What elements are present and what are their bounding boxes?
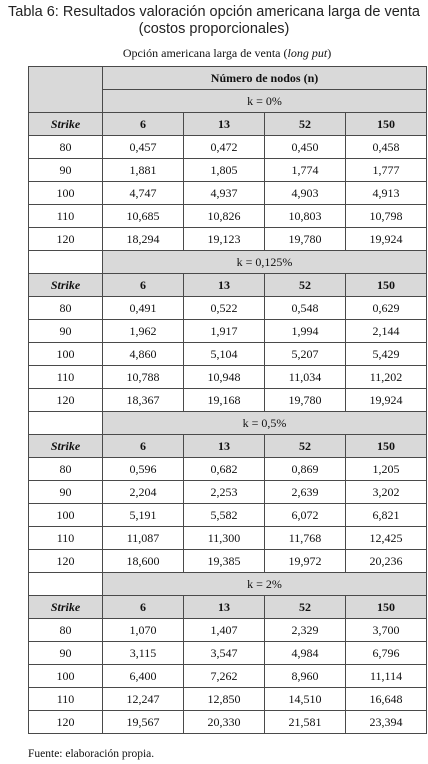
- strike-cell: 90: [29, 159, 103, 182]
- strike-cell: 120: [29, 711, 103, 734]
- value-cell: 0,682: [184, 458, 265, 481]
- subtitle-italic: long put: [287, 46, 328, 60]
- subtitle-close: ): [327, 46, 332, 60]
- value-cell: 10,788: [103, 366, 184, 389]
- strike-cell: 110: [29, 205, 103, 228]
- nodes-column-header: 6: [103, 435, 184, 458]
- value-cell: 3,115: [103, 642, 184, 665]
- value-cell: 11,114: [346, 665, 427, 688]
- value-cell: 1,205: [346, 458, 427, 481]
- strike-cell: 110: [29, 366, 103, 389]
- table-row: [29, 366, 427, 389]
- k-label: k = 0,125%: [103, 251, 427, 274]
- k-row-empty-cell: [29, 573, 103, 596]
- subtitle-text: Opción americana larga de venta (: [122, 46, 288, 60]
- strike-header-row: [29, 435, 427, 458]
- table-row: [29, 159, 427, 182]
- k-row-empty-cell: [29, 251, 103, 274]
- nodes-column-header: 150: [346, 274, 427, 297]
- value-cell: 6,821: [346, 504, 427, 527]
- k-label: k = 0%: [103, 90, 427, 113]
- strike-cell: 120: [29, 228, 103, 251]
- table-row: [29, 320, 427, 343]
- nodes-column-header: 52: [265, 596, 346, 619]
- nodes-column-header: 6: [103, 596, 184, 619]
- value-cell: 6,400: [103, 665, 184, 688]
- strike-cell: 80: [29, 458, 103, 481]
- value-cell: 19,924: [346, 389, 427, 412]
- value-cell: 5,429: [346, 343, 427, 366]
- value-cell: 10,826: [184, 205, 265, 228]
- value-cell: 5,582: [184, 504, 265, 527]
- value-cell: 0,522: [184, 297, 265, 320]
- results-table-body: [29, 67, 427, 734]
- table-row: [29, 527, 427, 550]
- value-cell: 19,780: [265, 389, 346, 412]
- value-cell: 20,330: [184, 711, 265, 734]
- value-cell: 2,329: [265, 619, 346, 642]
- value-cell: 1,994: [265, 320, 346, 343]
- value-cell: 0,491: [103, 297, 184, 320]
- value-cell: 0,450: [265, 136, 346, 159]
- value-cell: 19,924: [346, 228, 427, 251]
- table-caption: [0, 4, 428, 38]
- value-cell: 11,300: [184, 527, 265, 550]
- value-cell: 0,472: [184, 136, 265, 159]
- table-row: [29, 642, 427, 665]
- value-cell: 6,072: [265, 504, 346, 527]
- value-cell: 1,777: [346, 159, 427, 182]
- value-cell: 0,869: [265, 458, 346, 481]
- table-row: [29, 665, 427, 688]
- value-cell: 11,034: [265, 366, 346, 389]
- value-cell: 20,236: [346, 550, 427, 573]
- nodes-column-header: 150: [346, 113, 427, 136]
- table-row: [29, 550, 427, 573]
- value-cell: 18,367: [103, 389, 184, 412]
- value-cell: 1,407: [184, 619, 265, 642]
- value-cell: 21,581: [265, 711, 346, 734]
- strike-header-row: [29, 113, 427, 136]
- value-cell: 5,104: [184, 343, 265, 366]
- table-row: [29, 136, 427, 159]
- table-row: [29, 205, 427, 228]
- table-row: [29, 343, 427, 366]
- strike-header: Strike: [29, 435, 103, 458]
- table-row: [29, 182, 427, 205]
- strike-cell: 100: [29, 182, 103, 205]
- value-cell: 0,596: [103, 458, 184, 481]
- nodes-header: Número de nodos (n): [103, 67, 427, 90]
- value-cell: 23,394: [346, 711, 427, 734]
- value-cell: 14,510: [265, 688, 346, 711]
- value-cell: 19,385: [184, 550, 265, 573]
- strike-cell: 100: [29, 665, 103, 688]
- value-cell: 2,639: [265, 481, 346, 504]
- value-cell: 12,850: [184, 688, 265, 711]
- value-cell: 1,881: [103, 159, 184, 182]
- value-cell: 4,913: [346, 182, 427, 205]
- value-cell: 1,774: [265, 159, 346, 182]
- k-label-row: [29, 573, 427, 596]
- value-cell: 0,548: [265, 297, 346, 320]
- strike-cell: 90: [29, 481, 103, 504]
- table-row: [29, 458, 427, 481]
- table-row: [29, 228, 427, 251]
- table-row: [29, 688, 427, 711]
- value-cell: 7,262: [184, 665, 265, 688]
- strike-cell: 120: [29, 389, 103, 412]
- value-cell: 1,805: [184, 159, 265, 182]
- table-row: [29, 619, 427, 642]
- strike-header: Strike: [29, 274, 103, 297]
- table-row: [29, 297, 427, 320]
- strike-header: Strike: [29, 596, 103, 619]
- nodes-column-header: 150: [346, 435, 427, 458]
- value-cell: 18,600: [103, 550, 184, 573]
- strike-header-row: [29, 596, 427, 619]
- value-cell: 11,087: [103, 527, 184, 550]
- value-cell: 1,917: [184, 320, 265, 343]
- value-cell: 19,780: [265, 228, 346, 251]
- value-cell: 5,191: [103, 504, 184, 527]
- nodes-column-header: 52: [265, 435, 346, 458]
- corner-cell: [29, 67, 103, 113]
- value-cell: 11,202: [346, 366, 427, 389]
- strike-header: Strike: [29, 113, 103, 136]
- results-table: [28, 66, 427, 734]
- value-cell: 6,796: [346, 642, 427, 665]
- source-note: Fuente: elaboración propia.: [28, 748, 155, 760]
- value-cell: 10,685: [103, 205, 184, 228]
- strike-cell: 80: [29, 136, 103, 159]
- nodes-header-row: [29, 67, 427, 90]
- k-label: k = 0,5%: [103, 412, 427, 435]
- value-cell: 10,948: [184, 366, 265, 389]
- value-cell: 19,168: [184, 389, 265, 412]
- nodes-column-header: 52: [265, 274, 346, 297]
- k-label: k = 2%: [103, 573, 427, 596]
- strike-cell: 80: [29, 297, 103, 320]
- value-cell: 4,937: [184, 182, 265, 205]
- value-cell: 10,798: [346, 205, 427, 228]
- value-cell: 3,700: [346, 619, 427, 642]
- k-row-empty-cell: [29, 412, 103, 435]
- value-cell: 1,070: [103, 619, 184, 642]
- table-subtitle: [28, 46, 426, 61]
- strike-cell: 80: [29, 619, 103, 642]
- strike-cell: 100: [29, 504, 103, 527]
- value-cell: 4,903: [265, 182, 346, 205]
- value-cell: 10,803: [265, 205, 346, 228]
- strike-cell: 110: [29, 688, 103, 711]
- caption-line-2: (costos proporcionales): [138, 21, 290, 37]
- value-cell: 4,747: [103, 182, 184, 205]
- value-cell: 3,202: [346, 481, 427, 504]
- value-cell: 2,144: [346, 320, 427, 343]
- table-row: [29, 504, 427, 527]
- value-cell: 12,425: [346, 527, 427, 550]
- table-row: [29, 711, 427, 734]
- strike-cell: 90: [29, 642, 103, 665]
- nodes-column-header: 13: [184, 596, 265, 619]
- value-cell: 0,457: [103, 136, 184, 159]
- value-cell: 19,567: [103, 711, 184, 734]
- nodes-column-header: 13: [184, 113, 265, 136]
- value-cell: 18,294: [103, 228, 184, 251]
- value-cell: 3,547: [184, 642, 265, 665]
- value-cell: 4,860: [103, 343, 184, 366]
- value-cell: 0,629: [346, 297, 427, 320]
- value-cell: 12,247: [103, 688, 184, 711]
- nodes-column-header: 52: [265, 113, 346, 136]
- nodes-column-header: 6: [103, 113, 184, 136]
- value-cell: 19,972: [265, 550, 346, 573]
- strike-header-row: [29, 274, 427, 297]
- value-cell: 16,648: [346, 688, 427, 711]
- nodes-column-header: 150: [346, 596, 427, 619]
- nodes-column-header: 13: [184, 435, 265, 458]
- value-cell: 0,458: [346, 136, 427, 159]
- strike-cell: 90: [29, 320, 103, 343]
- value-cell: 4,984: [265, 642, 346, 665]
- strike-cell: 100: [29, 343, 103, 366]
- strike-cell: 120: [29, 550, 103, 573]
- value-cell: 5,207: [265, 343, 346, 366]
- k-label-row: [29, 251, 427, 274]
- value-cell: 2,204: [103, 481, 184, 504]
- table-row: [29, 389, 427, 412]
- caption-line-1: Tabla 6: Resultados valoración opción americana larga de venta: [8, 4, 420, 20]
- value-cell: 19,123: [184, 228, 265, 251]
- nodes-column-header: 6: [103, 274, 184, 297]
- k-label-row: [29, 412, 427, 435]
- value-cell: 2,253: [184, 481, 265, 504]
- table-row: [29, 481, 427, 504]
- nodes-column-header: 13: [184, 274, 265, 297]
- value-cell: 11,768: [265, 527, 346, 550]
- strike-cell: 110: [29, 527, 103, 550]
- value-cell: 1,962: [103, 320, 184, 343]
- value-cell: 8,960: [265, 665, 346, 688]
